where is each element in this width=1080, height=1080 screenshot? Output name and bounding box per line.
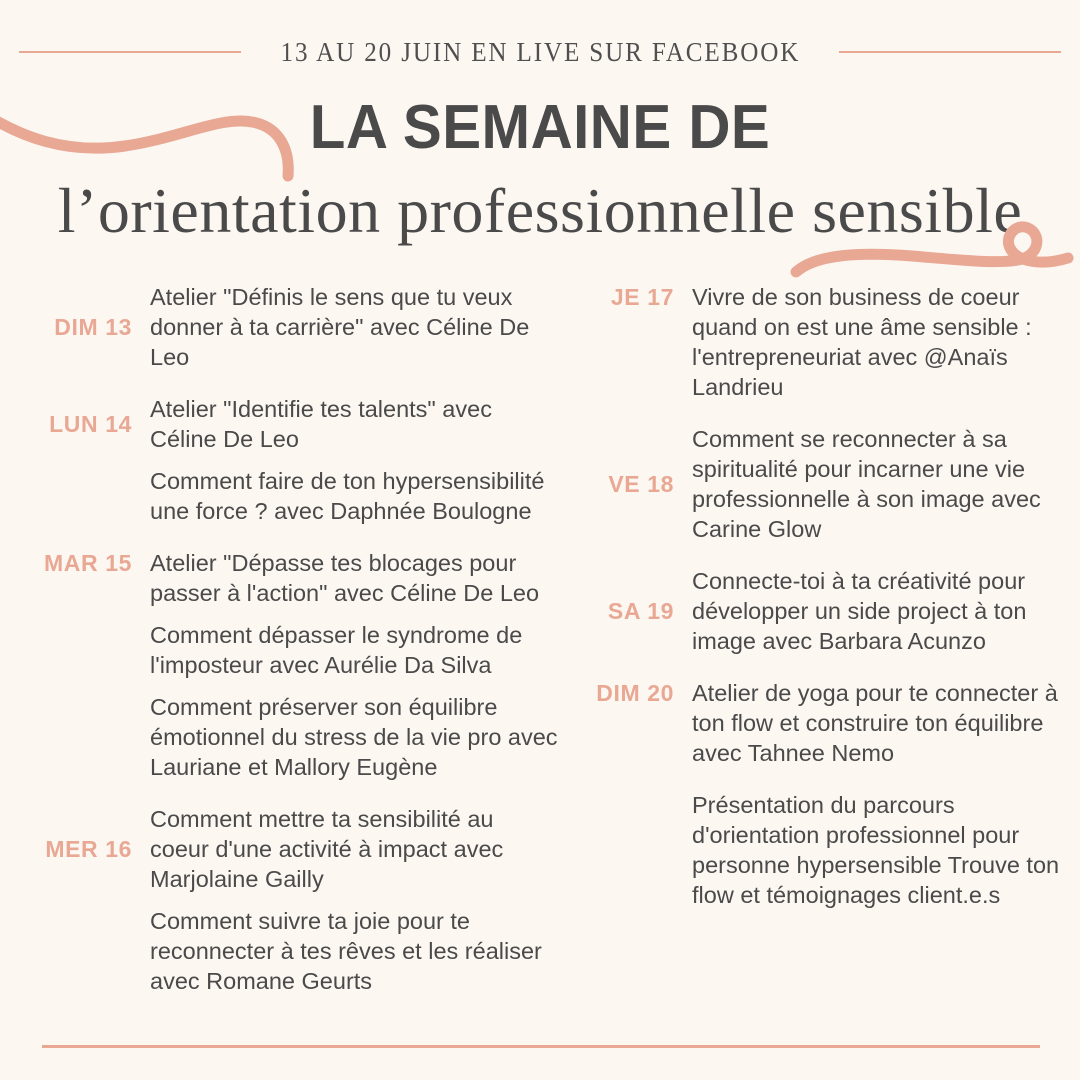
page-title: LA SEMAINE DE <box>309 93 771 162</box>
schedule-date-spacer <box>18 906 150 908</box>
schedule-column-left <box>18 282 558 1018</box>
schedule-event-text: Comment dépasser le syndrome de l'imposteur avec Aurélie Da Silva <box>150 622 523 678</box>
schedule-entry <box>18 548 558 608</box>
schedule-event-text: Atelier "Définis le sens que tu veux donner à ta carrière" avec Céline De Leo <box>150 284 530 370</box>
schedule-date-spacer <box>18 466 150 468</box>
schedule-event-text: Comment faire de ton hypersensibilité une force ? avec Daphnée Boulogne <box>150 468 545 524</box>
schedule-entry <box>18 394 558 454</box>
schedule-event-text: Connecte-toi à ta créativité pour développer un side project à ton image avec Barbara Acunzo <box>692 568 1027 654</box>
schedule-event-text: Atelier de yoga pour te connecter à ton flow et construire ton équilibre avec Tahnee Nemo <box>692 680 1058 766</box>
schedule-event-text: Comment mettre ta sensibilité au coeur d'une activité à impact avec Marjolaine Gailly <box>150 806 504 892</box>
schedule-entry <box>18 692 558 782</box>
schedule-event-text: Présentation du parcours d'orientation professionnel pour personne hypersensible Trouve ton flow et témoignages client.e.s <box>692 792 1060 908</box>
schedule-entry <box>18 466 558 526</box>
schedule-entry <box>18 906 558 996</box>
schedule-date-label: SA 19 <box>607 597 674 624</box>
schedule-event-text: Comment préserver son équilibre émotionnel du stress de la vie pro avec Lauriane et Mallory Eugène <box>150 694 558 780</box>
schedule-event-text: Vivre de son business de coeur quand on est une âme sensible : l'entrepreneuriat avec @Anaïs Landrieu <box>692 284 1032 400</box>
schedule-entry <box>18 804 558 894</box>
eyebrow-rule-left-icon <box>19 51 241 53</box>
schedule-entry <box>568 424 1068 544</box>
schedule-event-text: Comment suivre ta joie pour te reconnecter à tes rêves et les réaliser avec Romane Geurts <box>150 908 542 994</box>
schedule-date-label: VE 18 <box>608 470 674 497</box>
bottom-rule-icon <box>42 1045 1040 1048</box>
eyebrow-header <box>0 28 1080 76</box>
schedule-column-right <box>568 282 1068 932</box>
schedule-entry <box>568 566 1068 656</box>
schedule-event-text: Comment se reconnecter à sa spiritualité pour incarner une vie professionnelle à son image avec Carine Glow <box>692 426 1041 542</box>
schedule-date-spacer <box>568 790 692 792</box>
schedule-date-label: MAR 15 <box>44 550 132 576</box>
schedule-event-text: Atelier "Dépasse tes blocages pour passer à l'action" avec Céline De Leo <box>150 550 540 606</box>
page-subtitle: l’orientation professionnelle sensible <box>57 175 1023 246</box>
eyebrow-text: 13 AU 20 JUIN EN LIVE SUR FACEBOOK <box>280 36 800 67</box>
schedule-date-spacer <box>18 620 150 622</box>
eyebrow-rule-right-icon <box>839 51 1061 53</box>
schedule-date-label: JE 17 <box>610 284 674 310</box>
schedule-date-label: MER 16 <box>45 835 132 862</box>
schedule-entry <box>568 678 1068 768</box>
schedule-date-spacer <box>18 692 150 694</box>
schedule-date-label: DIM 20 <box>596 680 674 706</box>
schedule-date-label: LUN 14 <box>49 410 132 437</box>
schedule-entry <box>18 282 558 372</box>
schedule-date-label: DIM 13 <box>54 313 132 340</box>
schedule-event-text: Atelier "Identifie tes talents" avec Céline De Leo <box>150 396 492 452</box>
schedule-grid <box>0 282 1080 1022</box>
schedule-entry <box>568 282 1068 402</box>
schedule-entry <box>18 620 558 680</box>
schedule-entry <box>568 790 1068 910</box>
